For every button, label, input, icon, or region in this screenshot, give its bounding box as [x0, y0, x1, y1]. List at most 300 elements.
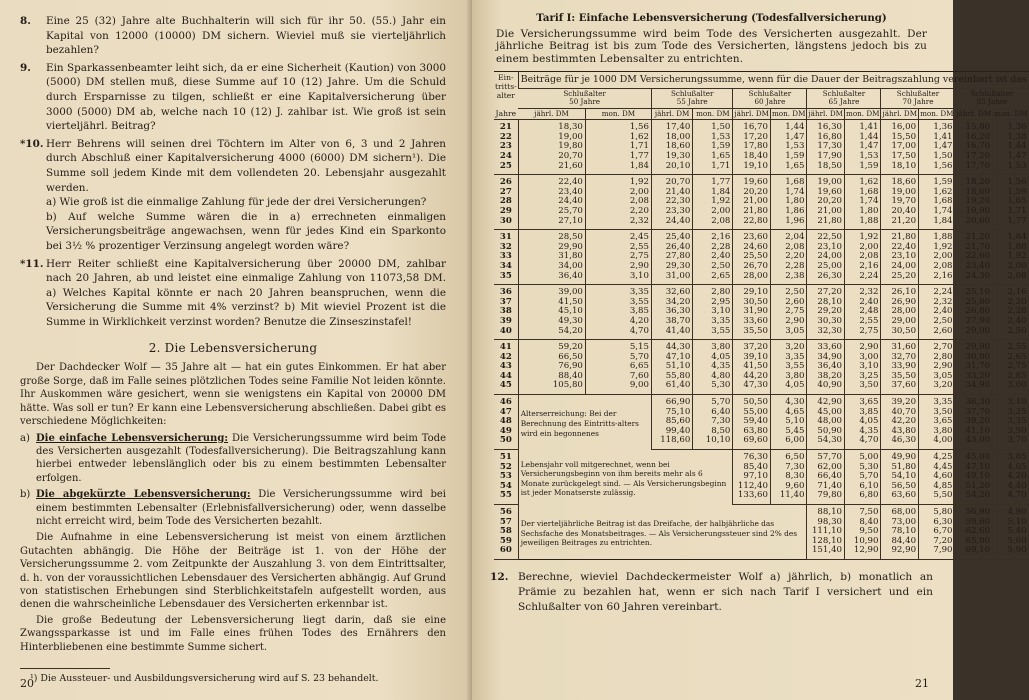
monthly-premium: 2,00 [919, 252, 955, 262]
annual-premium: 15,50 [881, 133, 919, 143]
annual-premium: 23,40 [955, 262, 993, 272]
monthly-premium: 3,80 [693, 340, 733, 353]
annual-premium: 16,00 [881, 120, 919, 133]
monthly-premium: 2,38 [770, 272, 806, 285]
entry-age: 36 [499, 287, 512, 298]
monthly-premium: 6,40 [693, 408, 733, 418]
group-years: 70 Jahre [902, 97, 934, 107]
annual-premium: 18,60 [651, 142, 692, 152]
annual-premium: 84,40 [881, 537, 919, 547]
footnote: ¹) Die Aussteuer- und Ausbildungsversicherung wird auf S. 23 behandelt. [30, 673, 379, 684]
annual-premium: 17,80 [733, 142, 771, 152]
monthly-premium: 3,00 [993, 381, 1029, 394]
monthly-premium: 2,20 [585, 207, 651, 217]
table-row [494, 395, 1029, 408]
monthly-premium: 4,85 [919, 482, 955, 492]
monthly-premium: 2,60 [770, 298, 806, 308]
annual-premium: 54,10 [881, 472, 919, 482]
monthly-premium: 2,75 [993, 362, 1029, 372]
monthly-premium: 2,20 [993, 298, 1029, 308]
monthly-premium: 5,00 [845, 450, 881, 463]
unit-header-monthly: mon. DM [693, 108, 733, 120]
annual-premium: 23,10 [881, 252, 919, 262]
annual-premium: 36,30 [955, 395, 993, 408]
annual-premium: 21,80 [881, 230, 919, 243]
monthly-premium: 1,71 [693, 162, 733, 175]
option-text: Die abgekürzte Lebensversicherung: Die Versicherungssumme wird bei einem bestimmten Lebensalter (Erlebnisfallversicherung) oder, wenn dasselbe nicht erreicht wird, beim Tode des Versicherten bezahlt. [36, 489, 447, 527]
annual-premium: 54,20 [518, 327, 585, 340]
entry-age: 41 [499, 342, 512, 353]
annual-premium: 17,20 [955, 152, 993, 162]
entry-age: 51 [499, 452, 512, 463]
annual-premium: 59,40 [733, 417, 771, 427]
task-number: *11. [20, 257, 44, 270]
annual-premium: 40,70 [881, 408, 919, 418]
annual-premium: 26,70 [733, 262, 771, 272]
annual-premium: 85,40 [733, 463, 771, 473]
annual-premium: 42,90 [807, 395, 845, 408]
monthly-premium: 3,55 [585, 298, 651, 308]
annual-premium: 17,00 [881, 142, 919, 152]
annual-premium: 42,20 [881, 417, 919, 427]
annual-premium: 19,90 [955, 207, 993, 217]
monthly-premium: 1,84 [693, 188, 733, 198]
option-label: a) [20, 432, 30, 444]
annual-premium: 55,80 [651, 372, 692, 382]
monthly-premium: 2,75 [585, 252, 651, 262]
entry-age: 33 [499, 251, 512, 262]
group-header [881, 88, 955, 108]
entry-age: 21 [499, 122, 512, 133]
table-caption: Beiträge für je 1000 DM Versicherungssumme, wenn für die Dauer der Beitragszahlung vereinbart ist das [518, 72, 1028, 88]
annual-premium: 151,40 [807, 546, 845, 559]
monthly-premium: 3,25 [993, 408, 1029, 418]
annual-premium: 65,80 [955, 537, 993, 547]
annual-premium: 30,80 [955, 353, 993, 363]
monthly-premium: 5,80 [919, 505, 955, 518]
entry-age: 46 [499, 397, 512, 408]
annual-premium: 20,20 [807, 197, 845, 207]
monthly-premium: 2,90 [770, 317, 806, 327]
monthly-premium: 11,40 [770, 491, 806, 504]
monthly-premium: 1,59 [845, 162, 881, 175]
annual-premium: 62,60 [955, 527, 993, 537]
age-group [494, 340, 1029, 395]
monthly-premium: 1,80 [770, 197, 806, 207]
annual-premium: 33,20 [955, 372, 993, 382]
annual-premium: 51,20 [955, 482, 993, 492]
entry-age: 29 [499, 205, 512, 216]
monthly-premium: 4,90 [993, 505, 1029, 518]
monthly-premium: 1,56 [993, 175, 1029, 188]
page-number-left: 20 [20, 677, 34, 690]
table-row [494, 272, 1029, 285]
option-text: Die einfache Lebensversicherung: Die Versicherungssumme wird beim Tode des Versicherten ausgezahlt (Todesfallversicherung). Die Beitragszahlung kann hierbei entweder lebenslänglich oder bis zu einem bestimmten Lebensalter erfolgen. [36, 432, 447, 484]
annual-premium: 63,60 [881, 491, 919, 504]
monthly-premium: 1,47 [845, 142, 881, 152]
monthly-premium: 1,44 [993, 142, 1029, 152]
annual-premium: 24,40 [651, 217, 692, 230]
option-label: b) [20, 489, 31, 501]
monthly-premium: 3,05 [919, 372, 955, 382]
monthly-premium: 2,28 [693, 243, 733, 253]
task-item [20, 137, 446, 254]
entry-age: 45 [494, 381, 518, 394]
task-text: Eine 25 (32) Jahre alte Buchhalterin will sich für ihr 50. (55.) Jahr ein Kapital von 12000 (10000) DM sichern. Wieviel muß sie vierteljährlich bezahlen? [46, 15, 446, 57]
insurance-options [20, 432, 446, 529]
task-text: Herr Behrens will seinen drei Töchtern im Alter von 6, 3 und 2 Jahren durch Abschluß einer Kapitalversicherung 4000 (6000) DM sichern¹). Die Summe soll jedem Kinde mit dem vollendeten 20. Lebensjahr ausgezahlt werden. a) Wie groß ist die einmalige Zahlung für jede der drei Versicherungen? b) Auf welche Summe wären die in a) errechneten einmaligen Versicherungsbeiträge angewachsen, wenn für jedes Kind ein Sparkonto bei 3½ % prozentiger Verzinsung angelegt worden wäre? [46, 137, 446, 252]
annual-premium: 20,70 [518, 152, 585, 162]
annual-premium: 63,80 [733, 427, 771, 437]
annual-premium: 47,10 [955, 463, 993, 473]
annual-premium: 31,60 [881, 340, 919, 353]
monthly-premium: 7,50 [845, 505, 881, 518]
annual-premium: 24,00 [807, 252, 845, 262]
annual-premium: 99,40 [651, 427, 692, 437]
task-item [20, 61, 446, 134]
monthly-premium: 4,45 [919, 463, 955, 473]
monthly-premium: 1,59 [919, 175, 955, 188]
monthly-premium: 2,50 [770, 285, 806, 298]
monthly-premium: 3,20 [919, 381, 955, 394]
monthly-premium: 1,47 [770, 133, 806, 143]
annual-premium: 22,60 [955, 252, 993, 262]
monthly-premium: 1,36 [919, 120, 955, 133]
table-row [494, 505, 1029, 518]
annual-premium: 49,90 [881, 450, 919, 463]
annual-premium: 34,90 [955, 381, 993, 394]
annual-premium: 24,60 [733, 243, 771, 253]
task-subquestion: b) Auf welche Summe wären die in a) errechneten einmaligen Versicherungsbeiträge angewachsen, wenn für jedes Kind ein Sparkonto bei 3½ % prozentiger Verzinsung angelegt worden wäre? [46, 210, 446, 252]
insurance-option [20, 432, 446, 486]
unit-header-monthly: mon. DM [771, 108, 806, 118]
annual-premium: 105,80 [518, 381, 585, 394]
annual-premium: 38,70 [651, 317, 692, 327]
monthly-premium: 3,55 [693, 327, 733, 340]
annual-premium: 17,20 [733, 133, 771, 143]
footnote-rule [20, 668, 110, 669]
annual-premium: 19,60 [733, 175, 771, 188]
task-number: *10. [20, 137, 44, 150]
monthly-premium: 1,36 [993, 120, 1029, 133]
monthly-premium: 1,62 [919, 188, 955, 198]
monthly-premium: 2,16 [845, 262, 881, 272]
monthly-premium: 8,40 [845, 518, 881, 528]
annual-premium: 49,30 [518, 317, 585, 327]
monthly-premium: 2,08 [693, 217, 733, 230]
annual-premium: 26,10 [881, 285, 919, 298]
monthly-premium: 3,10 [845, 362, 881, 372]
table-row [494, 120, 1029, 133]
annual-premium: 133,60 [733, 491, 771, 504]
monthly-premium: 8,50 [693, 427, 733, 437]
unit-header-annual: jährl. DM [956, 108, 992, 118]
monthly-premium: 7,60 [585, 372, 651, 382]
entry-age: 52 [499, 461, 512, 472]
group-years: 65 Jahre [828, 97, 860, 107]
monthly-premium: 1,59 [993, 188, 1029, 198]
annual-premium: 19,00 [881, 188, 919, 198]
monthly-premium: 1,56 [919, 162, 955, 175]
annual-premium: 56,50 [881, 482, 919, 492]
annual-premium: 48,00 [807, 417, 845, 427]
annual-premium: 51,80 [881, 463, 919, 473]
task-12 [490, 570, 933, 615]
annual-premium: 36,40 [518, 272, 585, 285]
monthly-premium: 2,55 [845, 317, 881, 327]
monthly-premium: 5,30 [693, 381, 733, 394]
monthly-premium: 2,08 [919, 262, 955, 272]
monthly-premium: 2,80 [693, 285, 733, 298]
unit-header-annual: jährl. DM [808, 108, 844, 118]
annual-premium: 36,30 [651, 307, 692, 317]
annual-premium: 27,20 [807, 285, 845, 298]
entry-age: 31 [499, 232, 512, 243]
group-years: 55 Jahre [676, 97, 708, 107]
monthly-premium: 2,40 [845, 298, 881, 308]
monthly-premium: 3,65 [919, 417, 955, 427]
unit-header-annual: jährl. DM [734, 108, 769, 118]
monthly-premium: 1,44 [770, 120, 806, 133]
annual-premium: 22,40 [518, 175, 585, 188]
age-header: Ein- tritts- alter Jahre [495, 73, 517, 119]
monthly-premium: 3,85 [585, 307, 651, 317]
annual-premium: 66,90 [651, 395, 692, 408]
annual-premium: 44,30 [651, 340, 692, 353]
tarif-title: Tarif I: Einfache Lebensversicherung (Todesfallversicherung) [536, 12, 887, 24]
monthly-premium: 2,32 [845, 285, 881, 298]
age-group [494, 230, 1029, 285]
monthly-premium: 2,40 [693, 252, 733, 262]
monthly-premium: 3,10 [585, 272, 651, 285]
annual-premium: 23,60 [733, 230, 771, 243]
monthly-premium: 1,65 [993, 197, 1029, 207]
monthly-premium: 3,85 [845, 408, 881, 418]
annual-premium: 57,70 [807, 450, 845, 463]
annual-premium: 18,50 [807, 162, 845, 175]
monthly-premium: 4,05 [845, 417, 881, 427]
table-row [494, 450, 1029, 463]
table-row [494, 162, 1029, 175]
entry-age: 39 [499, 315, 512, 326]
monthly-premium: 5,45 [770, 427, 806, 437]
annual-premium: 33,60 [733, 317, 771, 327]
annual-premium: 16,30 [807, 120, 845, 133]
annual-premium: 16,80 [807, 133, 845, 143]
entry-age: 40 [494, 327, 518, 340]
monthly-premium: 4,35 [693, 362, 733, 372]
annual-premium: 19,10 [733, 162, 771, 175]
annual-premium: 29,20 [807, 307, 845, 317]
annual-premium: 45,10 [518, 307, 585, 317]
entry-age: 22 [499, 131, 512, 142]
monthly-premium: 4,70 [845, 436, 881, 449]
group-years: 50 Jahre [569, 97, 601, 107]
monthly-premium: 2,32 [919, 298, 955, 308]
monthly-premium: 9,50 [845, 527, 881, 537]
annual-premium: 78,10 [881, 527, 919, 537]
monthly-premium: 1,86 [770, 207, 806, 217]
monthly-premium: 4,70 [585, 327, 651, 340]
monthly-premium: 1,88 [993, 243, 1029, 253]
monthly-premium: 2,00 [693, 207, 733, 217]
annual-premium: 18,60 [955, 188, 993, 198]
monthly-premium: 1,77 [585, 152, 651, 162]
annual-premium: 20,60 [955, 217, 993, 230]
monthly-premium: 2,60 [919, 327, 955, 340]
unit-header-monthly: mon. DM [846, 108, 880, 118]
table-row [494, 175, 1029, 188]
monthly-premium: 1,84 [993, 230, 1029, 243]
group-header [807, 88, 881, 108]
monthly-premium: 1,59 [770, 152, 806, 162]
annual-premium: 24,30 [955, 272, 993, 285]
age-group [494, 450, 1029, 505]
monthly-premium: 4,05 [993, 463, 1029, 473]
annual-premium: 25,10 [955, 285, 993, 298]
annual-premium: 47,10 [651, 353, 692, 363]
annual-premium: 33,90 [881, 362, 919, 372]
annual-premium: 51,10 [651, 362, 692, 372]
monthly-premium: 4,05 [770, 381, 806, 394]
annual-premium: 32,70 [881, 353, 919, 363]
annual-premium: 76,30 [733, 450, 771, 463]
age-group [494, 285, 1029, 340]
monthly-premium: 2,55 [993, 340, 1029, 353]
task-number: 9. [20, 61, 31, 74]
intro-paragraph: Der Dachdecker Wolf — 35 Jahre alt — hat ein gutes Einkommen. Er hat aber große Sorge, daß im Falle seines plötzlichen Todes seine Familie Not leiden könnte. Ihr Auskommen wäre gesichert, wenn sie wenigstens ein Kapital von 20000 DM hätte. Was soll er tun? Er kann eine Lebensversicherung abschließen. Dabei gibt es verschiedene Möglichkeiten: [20, 362, 446, 428]
task-text: Herr Reiter schließt eine Kapitalversicherung über 20000 DM, zahlbar nach 20 Jahren, ab und leistet eine einmalige Zahlung von 11073,58 DM. a) Welches Kapital könnte er nach 20 Jahren beanspruchen, wenn die Versicherung die Summe mit 4% verzinst? b) Mit wieviel Prozent ist die Summe in Wirklichkeit verzinst worden? Benutze die Zinseszinstafel! [46, 257, 446, 328]
task-number: 8. [20, 15, 31, 27]
annual-premium: 21,00 [807, 207, 845, 217]
annual-premium: 38,20 [807, 372, 845, 382]
annual-premium: 25,00 [807, 262, 845, 272]
task-text: Berechne, wieviel Dachdeckermeister Wolf a) jährlich, b) monatlich an Prämie zu bezahlen hat, wenn er sich nach Tarif I versichert und ein Schlußalter von 60 Jahren vereinbart. [518, 570, 933, 613]
monthly-premium: 2,90 [919, 362, 955, 372]
monthly-premium: 1,62 [585, 133, 651, 143]
monthly-premium: 2,40 [993, 317, 1029, 327]
monthly-premium: 1,84 [919, 217, 955, 230]
monthly-premium: 1,68 [770, 175, 806, 188]
annual-premium: 18,10 [881, 162, 919, 175]
annual-premium: 29,30 [651, 262, 692, 272]
annual-premium: 35,50 [881, 372, 919, 382]
monthly-premium: 1,44 [845, 133, 881, 143]
monthly-premium: 9,60 [770, 482, 806, 492]
monthly-premium: 5,10 [993, 518, 1029, 528]
monthly-premium: 4,60 [919, 472, 955, 482]
monthly-premium: 1,71 [585, 142, 651, 152]
group-header [955, 88, 1029, 108]
annual-premium: 92,90 [881, 546, 919, 559]
monthly-premium: 3,05 [770, 327, 806, 340]
monthly-premium: 2,90 [585, 262, 651, 272]
annual-premium: 26,30 [807, 272, 845, 285]
annual-premium: 47,30 [733, 381, 771, 394]
annual-premium: 46,30 [881, 436, 919, 449]
entry-age: 59 [499, 535, 512, 546]
annual-premium: 33,60 [807, 340, 845, 353]
group-label: Schlußalter [896, 89, 940, 99]
task-text: Ein Sparkassenbeamter leiht sich, da er eine Sicherheit (Kaution) von 3000 (5000) DM stellen muß, diese Summe auf 10 (12) Jahre. Um die Schuld durch Ersparnisse zu tilgen, schließt er eine Kapitalversicherung über 3000 (5000) DM ab, welche nach 10 (12) J. zahlbar ist. Wie groß ist sein vierteljährl. Beitrag? [46, 61, 446, 133]
monthly-premium: 5,70 [585, 353, 651, 363]
monthly-premium: 1,92 [919, 243, 955, 253]
monthly-premium: 10,10 [693, 436, 733, 449]
entry-age: 56 [499, 507, 512, 517]
annual-premium: 24,40 [518, 197, 585, 207]
monthly-premium: 1,41 [919, 133, 955, 143]
entry-age: 48 [499, 416, 512, 427]
entry-age: 54 [499, 480, 512, 491]
monthly-premium: 2,45 [585, 230, 651, 243]
annual-premium: 27,10 [518, 217, 585, 230]
entry-age: 50 [494, 436, 518, 449]
monthly-premium: 5,90 [993, 546, 1029, 559]
age-group [494, 395, 1029, 450]
annual-premium: 25,70 [518, 207, 585, 217]
monthly-premium: 2,16 [993, 285, 1029, 298]
annual-premium: 21,60 [518, 162, 585, 175]
group-header-row [494, 88, 1029, 108]
annual-premium: 59,60 [955, 518, 993, 528]
page-number-right: 21 [915, 677, 929, 690]
annual-premium: 28,50 [518, 230, 585, 243]
monthly-premium: 4,20 [993, 472, 1029, 482]
annual-premium: 30,50 [881, 327, 919, 340]
monthly-premium: 1,38 [993, 133, 1029, 143]
annual-premium: 18,00 [651, 133, 692, 143]
annual-premium: 16,20 [955, 133, 993, 143]
monthly-premium: 12,90 [845, 546, 881, 559]
annual-premium: 26,40 [651, 243, 692, 253]
monthly-premium: 1,68 [845, 188, 881, 198]
monthly-premium: 2,08 [845, 252, 881, 262]
monthly-premium: 2,90 [845, 340, 881, 353]
annual-premium: 79,80 [807, 491, 845, 504]
monthly-premium: 1,47 [919, 142, 955, 152]
monthly-premium: 1,92 [993, 252, 1029, 262]
annual-premium: 17,40 [651, 120, 692, 133]
annual-premium: 39,20 [955, 417, 993, 427]
annual-premium: 34,00 [518, 262, 585, 272]
insurance-option [20, 488, 446, 528]
monthly-premium: 5,40 [993, 527, 1029, 537]
group-header [518, 88, 651, 108]
group-years: 85 Jahre [976, 97, 1008, 107]
annual-premium: 61,40 [651, 381, 692, 394]
option-title: Die abgekürzte Lebensversicherung: [36, 489, 251, 501]
annual-premium: 39,00 [518, 285, 585, 298]
monthly-premium: 6,10 [845, 482, 881, 492]
unit-header-annual: jährl. DM [651, 108, 692, 120]
annual-premium: 36,40 [807, 362, 845, 372]
annual-premium: 54,30 [807, 436, 845, 449]
group-label: Schlußalter [970, 89, 1014, 99]
annual-premium: 23,30 [651, 207, 692, 217]
annual-premium: 73,00 [881, 518, 919, 528]
monthly-premium: 6,70 [919, 527, 955, 537]
annual-premium: 25,40 [651, 230, 692, 243]
annual-premium: 62,00 [807, 463, 845, 473]
monthly-premium: 4,65 [770, 408, 806, 418]
group-label: Schlußalter [748, 89, 792, 99]
monthly-premium: 3,85 [993, 450, 1029, 463]
annual-premium: 34,90 [807, 353, 845, 363]
monthly-premium: 4,20 [585, 317, 651, 327]
annual-premium: 30,30 [807, 317, 845, 327]
monthly-premium: 1,50 [693, 120, 733, 133]
annual-premium: 20,40 [881, 207, 919, 217]
